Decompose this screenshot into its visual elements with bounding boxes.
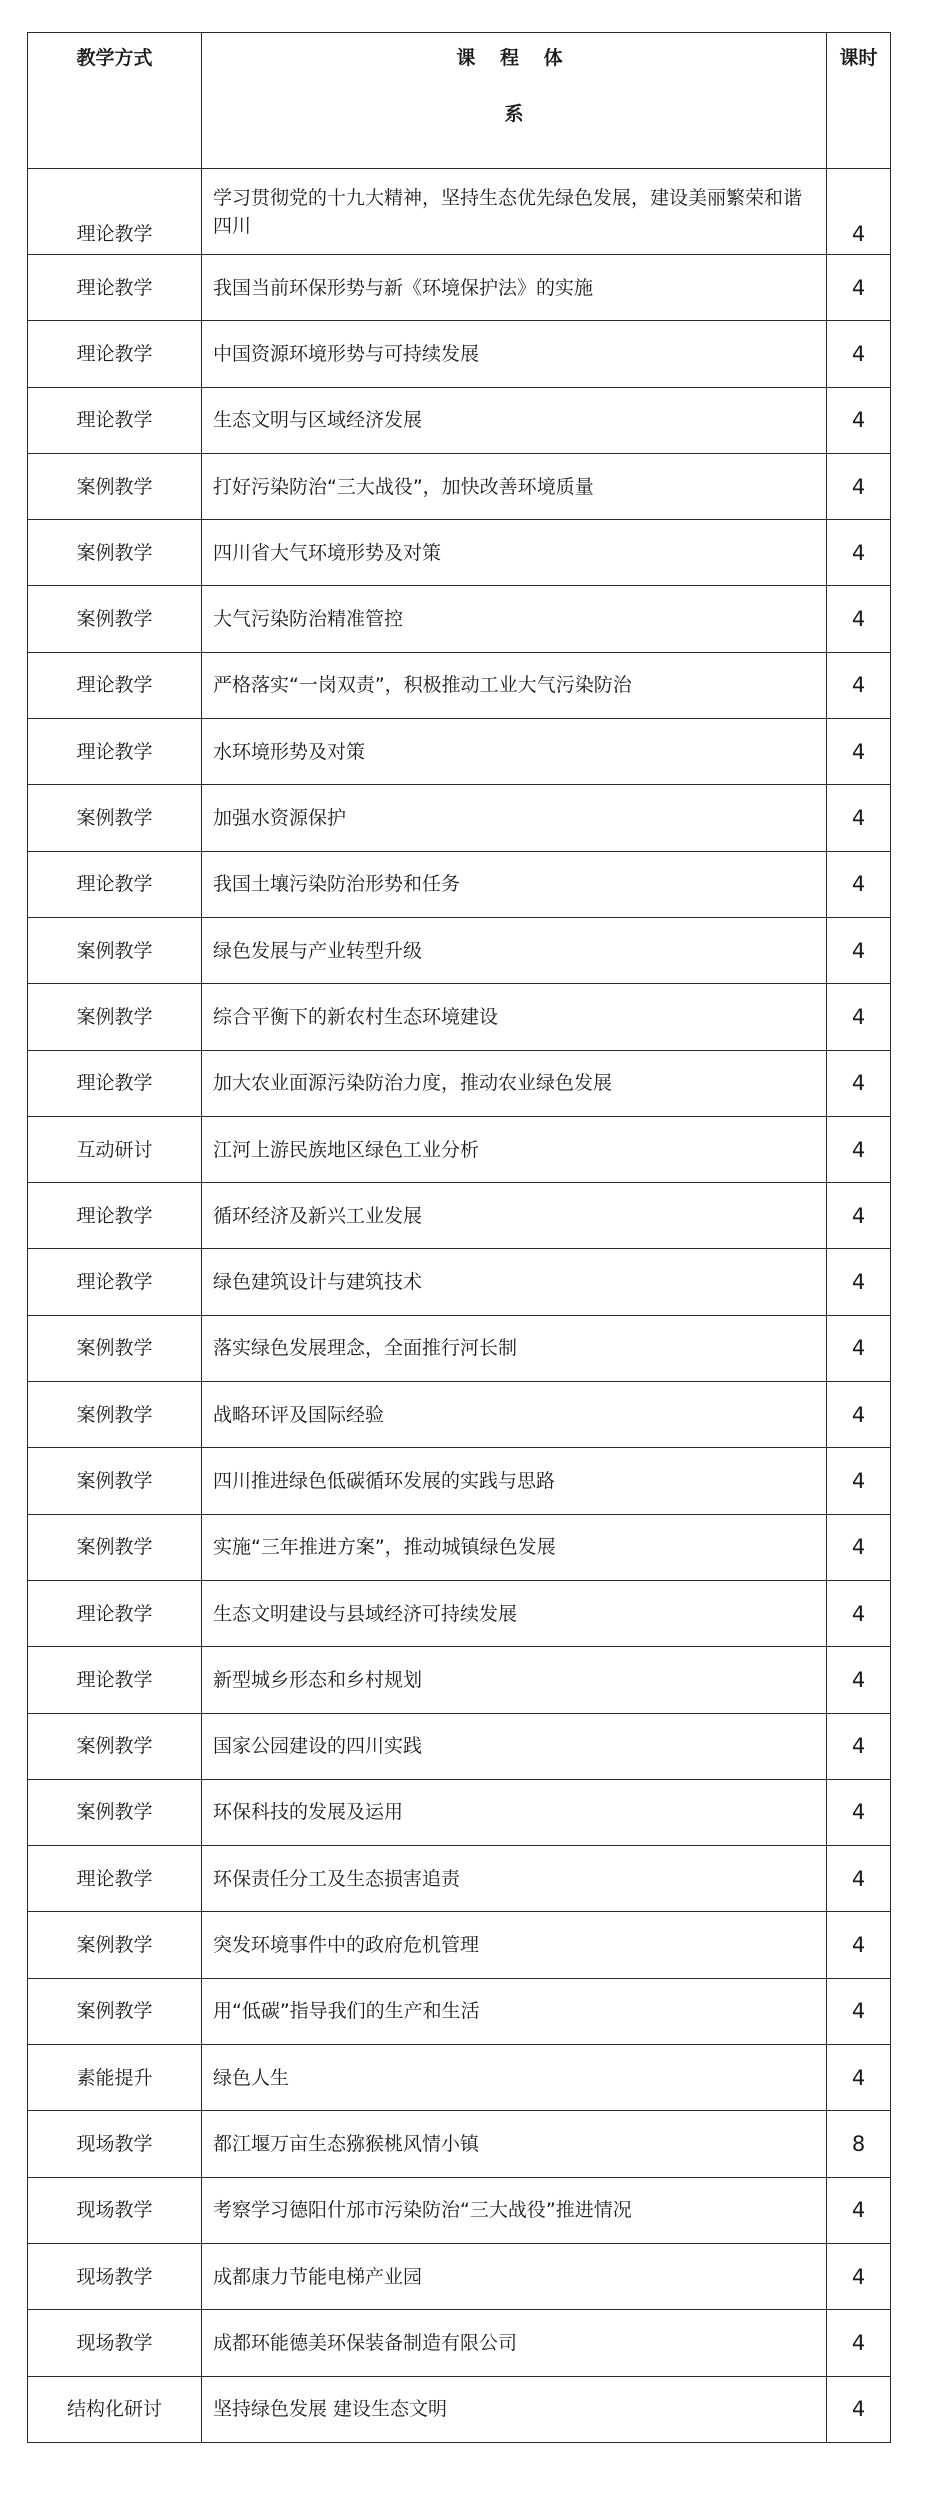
table-header-row [28,33,891,169]
topic-cell: 我国当前环保形势与新《环境保护法》的实施 [202,255,827,321]
hours-cell: 4 [827,785,891,851]
hours-cell: 4 [827,2177,891,2243]
method-cell: 理论教学 [28,169,202,255]
hours-cell: 4 [827,1580,891,1646]
hours-cell: 4 [827,1448,891,1514]
topic-cell: 四川省大气环境形势及对策 [202,520,827,586]
table-row [28,1580,891,1646]
method-cell: 理论教学 [28,321,202,387]
topic-cell: 学习贯彻党的十九大精神，坚持生态优先绿色发展，建设美丽繁荣和谐四川 [202,169,827,255]
header-course-line1: 课 程 体 [456,47,572,69]
table-row [28,984,891,1050]
header-course-system [202,33,827,169]
hours-cell: 4 [827,586,891,652]
header-method: 教学方式 [28,33,202,169]
table-row [28,851,891,917]
method-cell: 现场教学 [28,2243,202,2309]
table-row [28,1050,891,1116]
table-row [28,917,891,983]
table-row [28,2310,891,2376]
method-cell: 素能提升 [28,2045,202,2111]
method-cell: 案例教学 [28,453,202,519]
hours-cell: 4 [827,917,891,983]
method-cell: 理论教学 [28,255,202,321]
table-row [28,169,891,255]
topic-cell: 落实绿色发展理念，全面推行河长制 [202,1315,827,1381]
topic-cell: 考察学习德阳什邡市污染防治“三大战役”推进情况 [202,2177,827,2243]
table-row [28,719,891,785]
table-row [28,1779,891,1845]
topic-cell: 打好污染防治“三大战役”，加快改善环境质量 [202,453,827,519]
table-row [28,2376,891,2442]
topic-cell: 成都康力节能电梯产业园 [202,2243,827,2309]
topic-cell: 绿色建筑设计与建筑技术 [202,1249,827,1315]
topic-cell: 突发环境事件中的政府危机管理 [202,1912,827,1978]
table-row [28,1315,891,1381]
method-cell: 案例教学 [28,1912,202,1978]
method-cell: 现场教学 [28,2177,202,2243]
method-cell: 理论教学 [28,719,202,785]
table-row [28,2243,891,2309]
table-row [28,255,891,321]
table-row [28,785,891,851]
method-cell: 现场教学 [28,2111,202,2177]
hours-cell: 4 [827,1116,891,1182]
table-row [28,1249,891,1315]
topic-cell: 实施“三年推进方案”，推动城镇绿色发展 [202,1514,827,1580]
table-row [28,2177,891,2243]
hours-cell: 4 [827,255,891,321]
table-row [28,1183,891,1249]
header-hours: 课时 [827,33,891,169]
method-cell: 理论教学 [28,1846,202,1912]
topic-cell: 成都环能德美环保装备制造有限公司 [202,2310,827,2376]
hours-cell: 4 [827,1978,891,2044]
hours-cell: 4 [827,1183,891,1249]
course-table [27,32,891,2443]
topic-cell: 新型城乡形态和乡村规划 [202,1647,827,1713]
table-row [28,1448,891,1514]
course-table-container [27,32,890,2443]
hours-cell: 4 [827,1050,891,1116]
topic-cell: 江河上游民族地区绿色工业分析 [202,1116,827,1182]
table-row [28,453,891,519]
topic-cell: 严格落实“一岗双责”，积极推动工业大气污染防治 [202,652,827,718]
hours-cell: 4 [827,387,891,453]
hours-cell: 4 [827,169,891,255]
topic-cell: 加大农业面源污染防治力度，推动农业绿色发展 [202,1050,827,1116]
topic-cell: 我国土壤污染防治形势和任务 [202,851,827,917]
hours-cell: 4 [827,1514,891,1580]
method-cell: 理论教学 [28,387,202,453]
method-cell: 案例教学 [28,586,202,652]
method-cell: 案例教学 [28,1382,202,1448]
method-cell: 理论教学 [28,1647,202,1713]
hours-cell: 4 [827,453,891,519]
hours-cell: 4 [827,2243,891,2309]
hours-cell: 4 [827,2376,891,2442]
hours-cell: 4 [827,520,891,586]
topic-cell: 大气污染防治精准管控 [202,586,827,652]
topic-cell: 加强水资源保护 [202,785,827,851]
method-cell: 案例教学 [28,1448,202,1514]
method-cell: 理论教学 [28,1580,202,1646]
hours-cell: 4 [827,1846,891,1912]
hours-cell: 4 [827,652,891,718]
hours-cell: 8 [827,2111,891,2177]
topic-cell: 综合平衡下的新农村生态环境建设 [202,984,827,1050]
table-row [28,1514,891,1580]
table-row [28,1912,891,1978]
hours-cell: 4 [827,1912,891,1978]
method-cell: 案例教学 [28,785,202,851]
hours-cell: 4 [827,2045,891,2111]
topic-cell: 四川推进绿色低碳循环发展的实践与思路 [202,1448,827,1514]
topic-cell: 绿色发展与产业转型升级 [202,917,827,983]
method-cell: 案例教学 [28,984,202,1050]
table-row [28,1846,891,1912]
table-row [28,2111,891,2177]
table-row [28,1713,891,1779]
method-cell: 案例教学 [28,1315,202,1381]
topic-cell: 环保科技的发展及运用 [202,1779,827,1845]
topic-cell: 环保责任分工及生态损害追责 [202,1846,827,1912]
table-row [28,1978,891,2044]
topic-cell: 生态文明建设与县域经济可持续发展 [202,1580,827,1646]
topic-cell: 生态文明与区域经济发展 [202,387,827,453]
hours-cell: 4 [827,1779,891,1845]
method-cell: 结构化研讨 [28,2376,202,2442]
hours-cell: 4 [827,2310,891,2376]
topic-cell: 国家公园建设的四川实践 [202,1713,827,1779]
table-row [28,387,891,453]
table-row [28,1382,891,1448]
method-cell: 现场教学 [28,2310,202,2376]
topic-cell: 战略环评及国际经验 [202,1382,827,1448]
hours-cell: 4 [827,1315,891,1381]
table-row [28,586,891,652]
method-cell: 理论教学 [28,1050,202,1116]
table-row [28,652,891,718]
header-course-line2: 系 [504,103,524,125]
hours-cell: 4 [827,1647,891,1713]
hours-cell: 4 [827,1249,891,1315]
table-row [28,321,891,387]
method-cell: 案例教学 [28,520,202,586]
hours-cell: 4 [827,1713,891,1779]
method-cell: 理论教学 [28,652,202,718]
table-row [28,1647,891,1713]
method-cell: 互动研讨 [28,1116,202,1182]
hours-cell: 4 [827,851,891,917]
method-cell: 理论教学 [28,1249,202,1315]
method-cell: 案例教学 [28,1779,202,1845]
hours-cell: 4 [827,719,891,785]
table-row [28,520,891,586]
topic-cell: 都江堰万亩生态猕猴桃风情小镇 [202,2111,827,2177]
method-cell: 案例教学 [28,1514,202,1580]
topic-cell: 水环境形势及对策 [202,719,827,785]
topic-cell: 用“低碳”指导我们的生产和生活 [202,1978,827,2044]
hours-cell: 4 [827,1382,891,1448]
table-row [28,2045,891,2111]
hours-cell: 4 [827,321,891,387]
method-cell: 案例教学 [28,1978,202,2044]
topic-cell: 中国资源环境形势与可持续发展 [202,321,827,387]
topic-cell: 循环经济及新兴工业发展 [202,1183,827,1249]
topic-cell: 绿色人生 [202,2045,827,2111]
hours-cell: 4 [827,984,891,1050]
table-row [28,1116,891,1182]
method-cell: 案例教学 [28,1713,202,1779]
method-cell: 理论教学 [28,851,202,917]
method-cell: 案例教学 [28,917,202,983]
method-cell: 理论教学 [28,1183,202,1249]
topic-cell: 坚持绿色发展 建设生态文明 [202,2376,827,2442]
